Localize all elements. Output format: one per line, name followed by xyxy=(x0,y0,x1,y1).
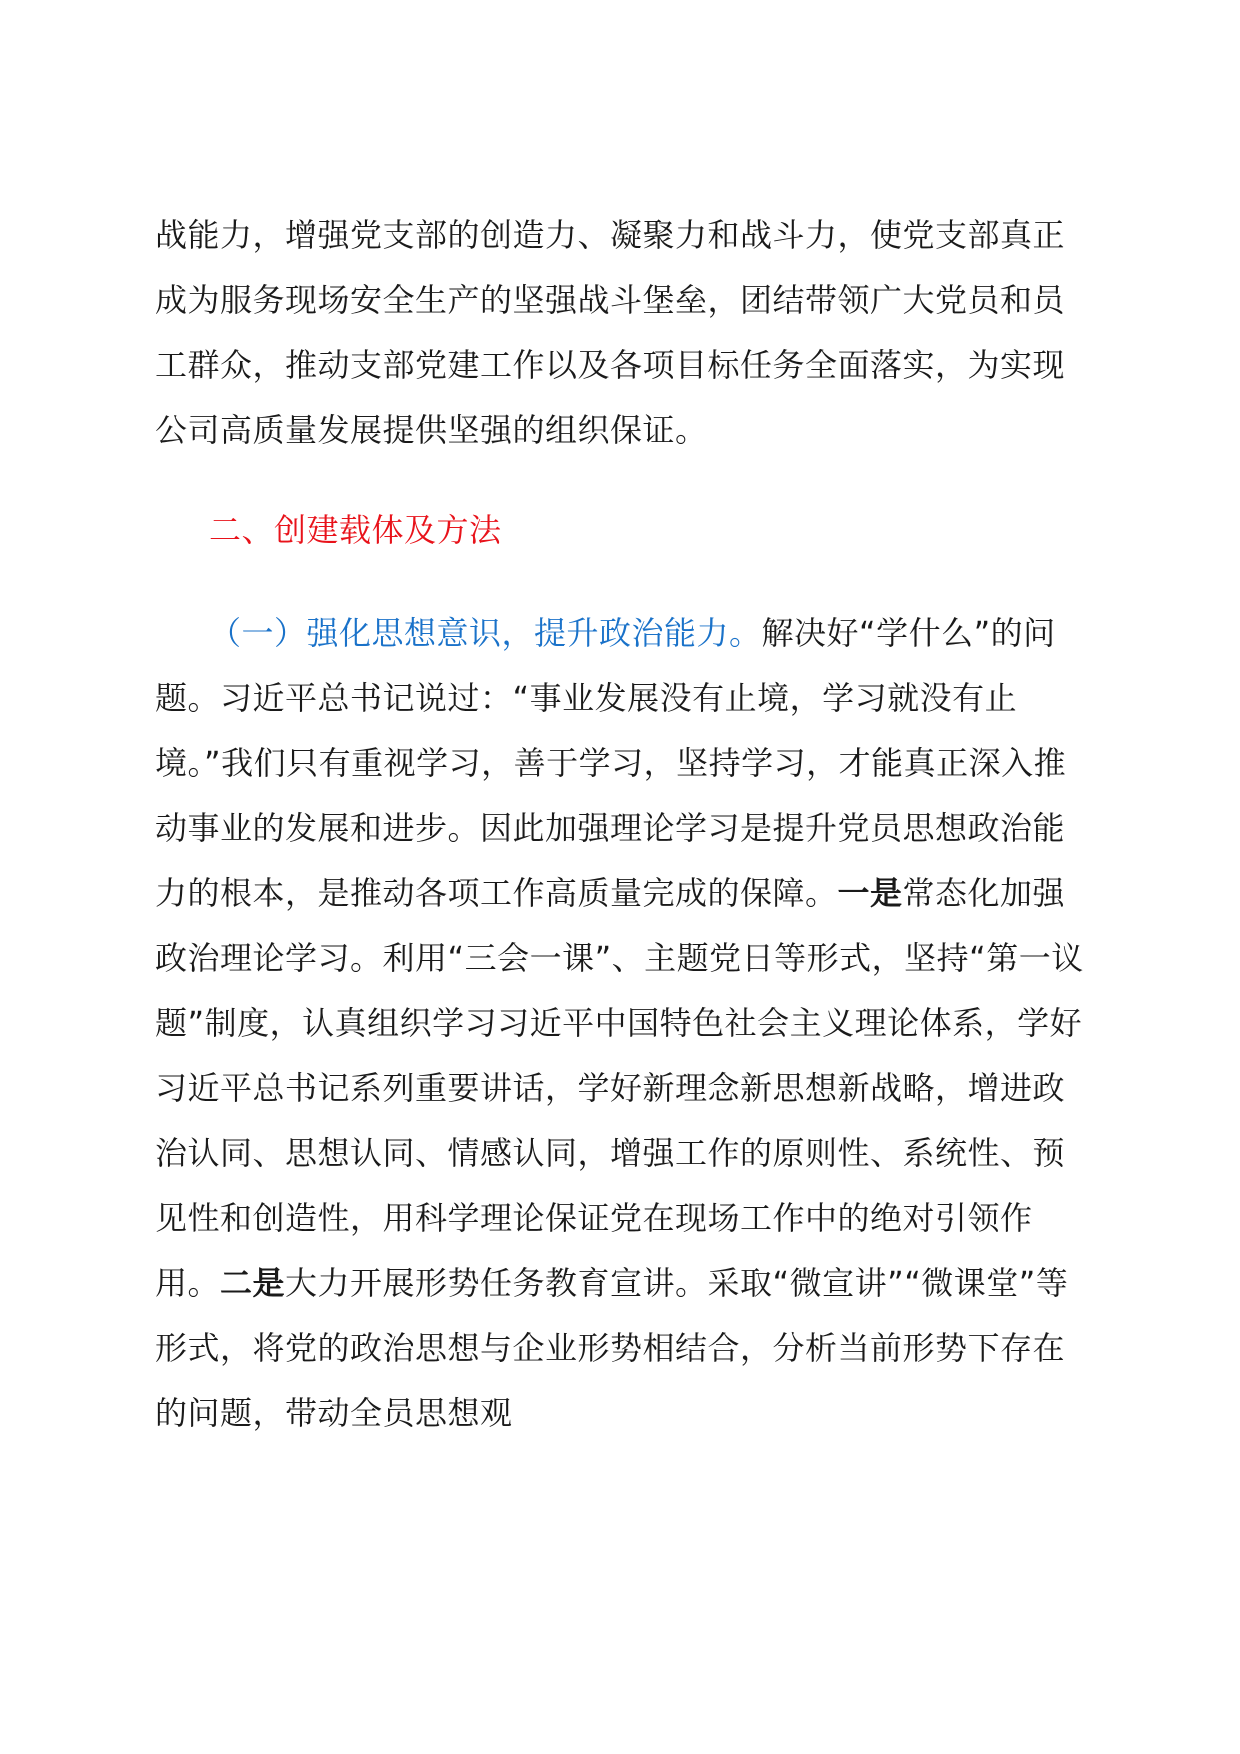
body-paragraph xyxy=(155,601,1085,1446)
marker-first: 一是 xyxy=(837,874,903,912)
section-heading: 二、创建载体及方法 xyxy=(209,511,502,549)
body-text-part2: 常态化加强政治理论学习。利用“三会一课”、主题党日等形式，坚持“第一议题”制度，认真组织学习习近平中国特色社会主义理论体系，学好习近平总书记系列重要讲话，学好新理念新思想新战略，增进政治认同、思想认同、情感认同，增强工作的原则性、系统性、预见性和创造性，用科学理论保证党在现场工作中的绝对引领作用。 xyxy=(155,874,1084,1302)
marker-second: 二是 xyxy=(220,1264,286,1302)
document-body xyxy=(155,203,1085,1446)
intro-paragraph: 战能力，增强党支部的创造力、凝聚力和战斗力，使党支部真正成为服务现场安全生产的坚强战斗堡垒，团结带领广大党员和员工群众，推动支部党建工作以及各项目标任务全面落实，为实现公司高质量发展提供坚强的组织保证。 xyxy=(155,216,1066,449)
subsection-heading: （一）强化思想意识，提升政治能力。 xyxy=(209,614,762,652)
body-text-part1: 解决好“学什么”的问题。习近平总书记说过：“事业发展没有止境，学习就没有止境。”我们只有重视学习，善于学习，坚持学习，才能真正深入推动事业的发展和进步。因此加强理论学习是提升党员思想政治能力的根本，是推动各项工作高质量完成的保障。 xyxy=(155,614,1067,912)
body-text-part3: 大力开展形势任务教育宣讲。采取“微宣讲”“微课堂”等形式，将党的政治思想与企业形势相结合，分析当前形势下存在的问题，带动全员思想观 xyxy=(155,1264,1069,1432)
